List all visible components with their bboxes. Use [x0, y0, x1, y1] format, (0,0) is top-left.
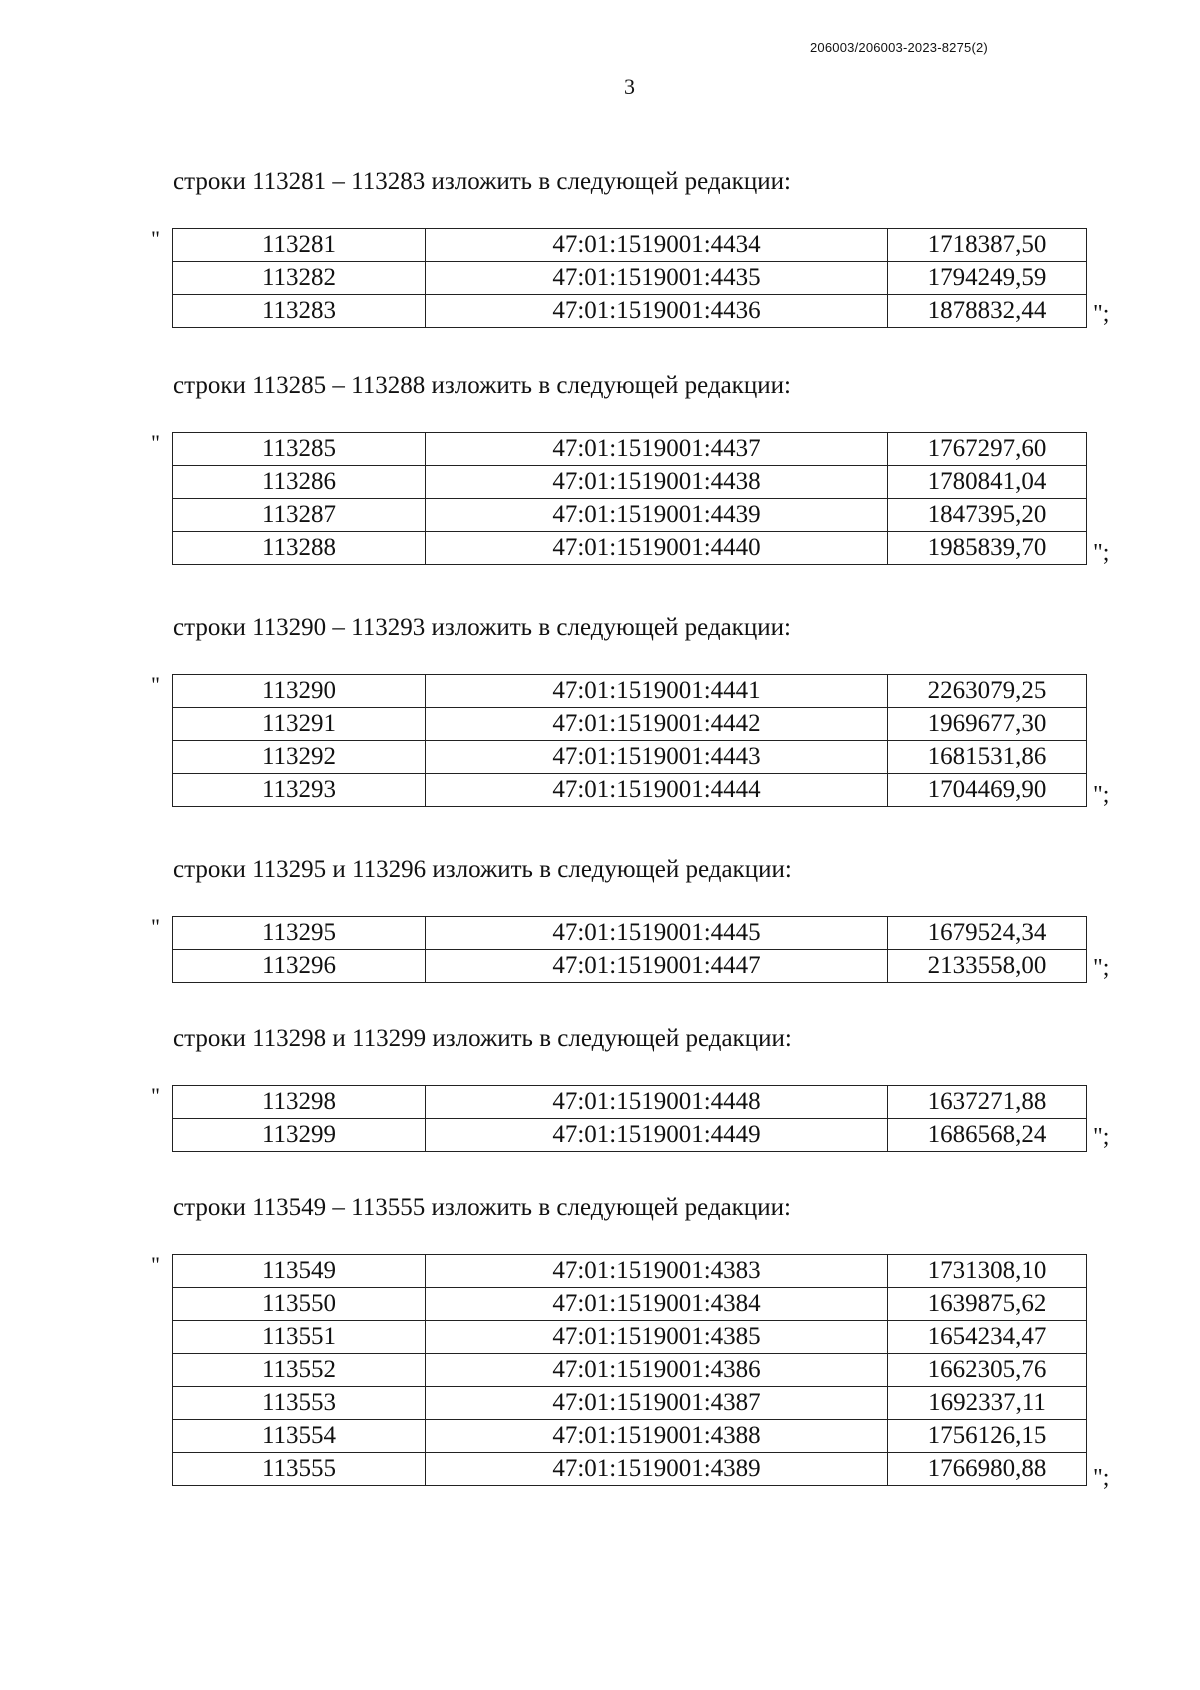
value-cell: 1662305,76	[888, 1354, 1087, 1387]
table-row	[173, 532, 1087, 565]
value-cell: 1679524,34	[888, 917, 1087, 950]
row-number-cell: 113553	[173, 1387, 426, 1420]
cadastral-number-cell: 47:01:1519001:4388	[426, 1420, 888, 1453]
row-number-cell: 113282	[173, 262, 426, 295]
opening-quote: "	[151, 226, 160, 251]
table-row	[173, 499, 1087, 532]
cadastral-number-cell: 47:01:1519001:4442	[426, 708, 888, 741]
row-number-cell: 113552	[173, 1354, 426, 1387]
row-number-cell: 113555	[173, 1453, 426, 1486]
value-cell: 1756126,15	[888, 1420, 1087, 1453]
value-cell: 1637271,88	[888, 1086, 1087, 1119]
value-cell: 1639875,62	[888, 1288, 1087, 1321]
closing-quote: ";	[1093, 1465, 1110, 1491]
row-number-cell: 113551	[173, 1321, 426, 1354]
row-number-cell: 113291	[173, 708, 426, 741]
value-cell: 1767297,60	[888, 433, 1087, 466]
row-number-cell: 113292	[173, 741, 426, 774]
table-row	[173, 1387, 1087, 1420]
value-cell: 1878832,44	[888, 295, 1087, 328]
opening-quote: "	[151, 1252, 160, 1277]
row-number-cell: 113286	[173, 466, 426, 499]
value-cell: 1681531,86	[888, 741, 1087, 774]
table-row	[173, 229, 1087, 262]
row-number-cell: 113298	[173, 1086, 426, 1119]
page-number: 3	[624, 74, 635, 99]
closing-quote: ";	[1093, 781, 1110, 808]
opening-quote: "	[151, 672, 160, 697]
data-table	[172, 674, 1087, 807]
data-table	[172, 916, 1087, 983]
cadastral-number-cell: 47:01:1519001:4389	[426, 1453, 888, 1486]
value-cell: 1794249,59	[888, 262, 1087, 295]
value-cell: 1985839,70	[888, 532, 1087, 565]
table-row	[173, 708, 1087, 741]
closing-quote: ";	[1093, 954, 1110, 981]
value-cell: 1766980,88	[888, 1453, 1087, 1486]
row-number-cell: 113295	[173, 917, 426, 950]
row-number-cell: 113285	[173, 433, 426, 466]
cadastral-number-cell: 47:01:1519001:4439	[426, 499, 888, 532]
cadastral-number-cell: 47:01:1519001:4449	[426, 1119, 888, 1152]
section-heading: строки 113295 и 113296 изложить в следующей редакции:	[173, 856, 792, 883]
table-row	[173, 466, 1087, 499]
table-row	[173, 917, 1087, 950]
table-row	[173, 1453, 1087, 1486]
closing-quote: ";	[1093, 301, 1110, 327]
row-number-cell: 113554	[173, 1420, 426, 1453]
value-cell: 1969677,30	[888, 708, 1087, 741]
value-cell: 1731308,10	[888, 1255, 1087, 1288]
row-number-cell: 113296	[173, 950, 426, 983]
cadastral-number-cell: 47:01:1519001:4448	[426, 1086, 888, 1119]
table-row	[173, 741, 1087, 774]
section-heading: строки 113549 – 113555 изложить в следующей редакции:	[173, 1194, 791, 1221]
cadastral-number-cell: 47:01:1519001:4447	[426, 950, 888, 983]
row-number-cell: 113281	[173, 229, 426, 262]
table-row	[173, 1288, 1087, 1321]
table-row	[173, 774, 1087, 807]
table-row	[173, 950, 1087, 983]
table-row	[173, 1420, 1087, 1453]
closing-quote: ";	[1093, 539, 1110, 566]
data-table	[172, 1085, 1087, 1152]
section-heading: строки 113298 и 113299 изложить в следующей редакции:	[173, 1025, 792, 1052]
row-number-cell: 113290	[173, 675, 426, 708]
section-heading: строки 113285 – 113288 изложить в следующей редакции:	[173, 372, 791, 399]
table-row	[173, 433, 1087, 466]
row-number-cell: 113287	[173, 499, 426, 532]
table-row	[173, 262, 1087, 295]
table-row	[173, 1354, 1087, 1387]
cadastral-number-cell: 47:01:1519001:4437	[426, 433, 888, 466]
table-row	[173, 295, 1087, 328]
row-number-cell: 113293	[173, 774, 426, 807]
cadastral-number-cell: 47:01:1519001:4441	[426, 675, 888, 708]
value-cell: 2133558,00	[888, 950, 1087, 983]
table-row	[173, 1086, 1087, 1119]
table-row	[173, 1119, 1087, 1152]
value-cell: 1780841,04	[888, 466, 1087, 499]
cadastral-number-cell: 47:01:1519001:4384	[426, 1288, 888, 1321]
cadastral-number-cell: 47:01:1519001:4443	[426, 741, 888, 774]
closing-quote: ";	[1093, 1123, 1110, 1150]
cadastral-number-cell: 47:01:1519001:4444	[426, 774, 888, 807]
opening-quote: "	[151, 1083, 160, 1108]
cadastral-number-cell: 47:01:1519001:4445	[426, 917, 888, 950]
opening-quote: "	[151, 430, 160, 455]
table-row	[173, 675, 1087, 708]
table-row	[173, 1255, 1087, 1288]
cadastral-number-cell: 47:01:1519001:4434	[426, 229, 888, 262]
row-number-cell: 113283	[173, 295, 426, 328]
document-id: 206003/206003-2023-8275(2)	[810, 40, 988, 55]
cadastral-number-cell: 47:01:1519001:4438	[426, 466, 888, 499]
cadastral-number-cell: 47:01:1519001:4383	[426, 1255, 888, 1288]
section-heading: строки 113290 – 113293 изложить в следующей редакции:	[173, 614, 791, 641]
table-row	[173, 1321, 1087, 1354]
value-cell: 1686568,24	[888, 1119, 1087, 1152]
row-number-cell: 113299	[173, 1119, 426, 1152]
data-table	[172, 1254, 1087, 1486]
value-cell: 1654234,47	[888, 1321, 1087, 1354]
cadastral-number-cell: 47:01:1519001:4440	[426, 532, 888, 565]
value-cell: 1718387,50	[888, 229, 1087, 262]
value-cell: 2263079,25	[888, 675, 1087, 708]
row-number-cell: 113549	[173, 1255, 426, 1288]
cadastral-number-cell: 47:01:1519001:4435	[426, 262, 888, 295]
cadastral-number-cell: 47:01:1519001:4386	[426, 1354, 888, 1387]
section-heading: строки 113281 – 113283 изложить в следующей редакции:	[173, 168, 791, 195]
opening-quote: "	[151, 914, 160, 939]
value-cell: 1704469,90	[888, 774, 1087, 807]
cadastral-number-cell: 47:01:1519001:4436	[426, 295, 888, 328]
data-table	[172, 432, 1087, 565]
cadastral-number-cell: 47:01:1519001:4387	[426, 1387, 888, 1420]
row-number-cell: 113288	[173, 532, 426, 565]
value-cell: 1692337,11	[888, 1387, 1087, 1420]
cadastral-number-cell: 47:01:1519001:4385	[426, 1321, 888, 1354]
data-table	[172, 228, 1087, 328]
value-cell: 1847395,20	[888, 499, 1087, 532]
row-number-cell: 113550	[173, 1288, 426, 1321]
